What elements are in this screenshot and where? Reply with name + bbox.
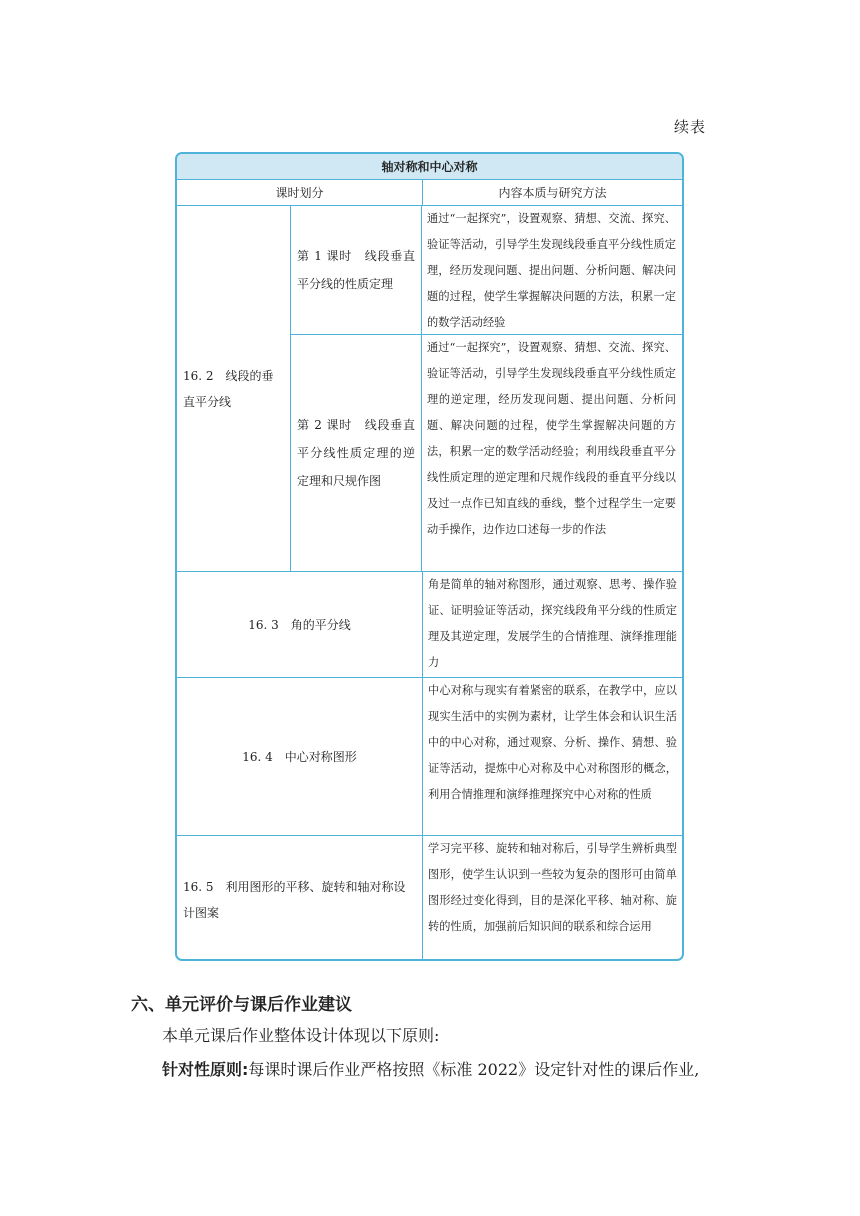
lesson-2-name: 第 2 课时 线段垂直平分线性质定理的逆定理和尺规作图: [291, 335, 422, 571]
paragraph-1: 本单元课后作业整体设计体现以下原则:: [162, 1026, 440, 1045]
paragraph-2: [162, 1058, 699, 1082]
table-header-row: [177, 180, 682, 206]
table-row-16-5: [177, 836, 682, 961]
lesson-1-name: 第 1 课时 线段垂直平分线的性质定理: [291, 206, 422, 334]
section-16-5-content: 学习完平移、旋转和轴对称后，引导学生辨析典型图形，使学生认识到一些较为复杂的图形可由简单图形经过变化得到，目的是深化平移、轴对称、旋转的性质，加强前后知识间的联系和综合运用: [428, 842, 677, 933]
lesson-row-2: [291, 335, 682, 571]
table-row-16-3: [177, 572, 682, 678]
paragraph-2-text: 每课时课后作业严格按照《标准 2022》设定针对性的课后作业,: [248, 1060, 700, 1079]
section-16-4-content: 中心对称与现实有着紧密的联系，在教学中，应以现实生活中的实例为素材，让学生体会和认识生活中的中心对称，通过观察、分析、操作、猜想、验证等活动，提炼中心对称及中心对称图形的概念，利用合情推理和演绎推理探究中心对称的性质: [428, 684, 677, 801]
lesson-2-content: 通过“一起探究”，设置观察、猜想、交流、探究、验证等活动，引导学生发现线段垂直平分线性质定理的逆定理，经历发现问题、提出问题、分析问题、解决问题的过程，使学生掌握解决问题的方法，积累一定的数学活动经验；利用线段垂直平分线性质定理的逆定理和尺规作线段的垂直平分线以及过一点作已知直线的垂线，整个过程学生一定要动手操作，边作边口述每一步的作法: [427, 341, 676, 536]
lesson-row-1: [291, 206, 682, 335]
section-16-3-content: 角是简单的轴对称图形，通过观察、思考、操作验证、证明验证等活动，探究线段角平分线的性质定理及其逆定理，发展学生的合情推理、演绎推理能力: [428, 578, 677, 669]
lesson-table: [175, 152, 684, 961]
table-row-16-4: [177, 678, 682, 836]
paragraph-2-bold-lead: 针对性原则:: [162, 1060, 249, 1079]
section-16-4-label: 16. 4 中心对称图形: [177, 678, 423, 835]
table-title: 轴对称和中心对称: [177, 154, 682, 180]
section-16-2-label: 16. 2 线段的垂直平分线: [177, 206, 291, 571]
table-row-16-2: [177, 206, 682, 572]
section-heading: 六、单元评价与课后作业建议: [131, 995, 352, 1015]
header-lesson-division: 课时划分: [177, 180, 423, 205]
header-content-method: 内容本质与研究方法: [498, 186, 607, 200]
lesson-1-content: 通过“一起探究”，设置观察、猜想、交流、探究、验证等活动，引导学生发现线段垂直平分线性质定理，经历发现问题、提出问题、分析问题、解决问题的过程，使学生掌握解决问题的方法，积累一定的数学活动经验: [427, 212, 676, 329]
section-16-3-label: 16. 3 角的平分线: [177, 572, 423, 677]
continued-table-label: 续表: [674, 118, 707, 136]
section-16-5-label: 16. 5 利用图形的平移、旋转和轴对称设计图案: [177, 836, 423, 961]
